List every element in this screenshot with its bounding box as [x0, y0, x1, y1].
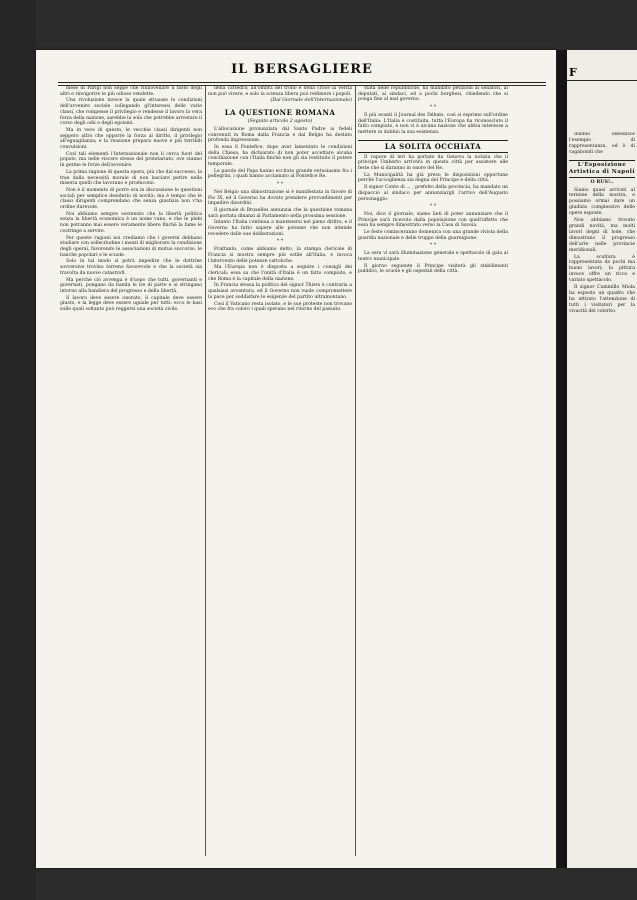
paragraph: Noi, dice il giornale, siamo lieti di poter annunziare che il Principe sarà ricevuto dalla popolazione con quell'affetto che essa ha sempre dimostrato verso la Casa di Savoia. [358, 211, 508, 229]
newspaper-page [36, 50, 556, 868]
section-separator: * * [276, 181, 284, 188]
paragraph: Il più avanti il Journal des Débats, così si esprime sull'ordine dell'Italia: L'Italia è costituita, tutta l'Europa ha riconosciuto il fatto compiuto, e non vi è alcuna nazione che abbia interesse a mettere in dubbio la sua esistenza. [358, 112, 508, 135]
section-separator: * * [429, 203, 437, 210]
section-heading-solita-occhiata: LA SOLITA OCCHIATA [358, 140, 508, 153]
section-heading-esposizione: L'Esposizione Artistica di Napoli [569, 160, 635, 178]
paragraph: In Francia stessa la politica del signor Thiers è contraria a qualsiasi avventura, ed il Governo non vuole compromettere la pace per soddisfare le esigenze del partito ultramontano. [208, 283, 352, 300]
paragraph: L'allocuzione pronunziata dal Santo Padre ai fedeli convenuti in Roma dalla Francia e dal Belgio ha destato profonda impressione. [208, 126, 352, 144]
paragraph: Noi abbiamo sempre sostenuto che la libertà politica senza la libertà economica è un nome vano, e che le plebi non potranno mai essere veramente libere finchè la fame le costringe a servire. [60, 211, 202, 234]
paragraph: Non è il momento di porre ora in discussione le questioni sociali per semplice desiderio di novità; ma è tempo che le classi dirigenti comprendano che senza giustizia non v'ha ordine durevole. [60, 187, 202, 211]
section-heading-questione-romana: LA QUESTIONE ROMANA [224, 108, 336, 118]
paragraph: La Municipalità ha già preso le disposizioni opportune perchè l'accoglienza sia degna del Principe e della città. [358, 172, 508, 184]
newspaper-title: IL BERSAGLIERE [231, 62, 373, 77]
paragraph: Una rivoluzione invece la quale attuasse le condizioni dell'avvenire sociale collegando gl'interessi delle varie classi, che rompesse il privilegio e rendesse il lavoro la vera forza della nazione, sarebbe la sola che potrebbe arrestare il corso degli odii e degli egoismi. [60, 98, 202, 127]
adjacent-page-edge [565, 50, 567, 868]
paragraph: La prima ragione di questa opera, più che dal successo, la trae dalla necessità morale di non lasciare perire nella miseria quelli che lavorano e producono. [60, 169, 202, 187]
paragraph: Ma in vece di questo, le vecchie classi dirigenti non seppero altro che opporre la forza al diritto, il privilegio all'eguaglianza; e la reazione prepara nuove e più terribili convulsioni. [60, 127, 202, 151]
adjacent-column [569, 132, 635, 862]
paragraph: Le feste cominceranno domenica con una grande rivista della guardia nazionale e delle truppe della guarnigione. [358, 230, 508, 241]
paragraph: Frattanto, come abbiamo detto, la stampa clericale di Francia si mostra sempre più ostile all'Italia, e invoca l'intervento delle potenze cattoliche. [208, 247, 352, 264]
paragraph: Il giorno seguente il Principe visiterà gli stabilimenti pubblici, le scuole e gli ospedali della città. [358, 263, 508, 275]
section-subtitle: (Seguito articolo 2 agosto) [247, 119, 313, 125]
column-1 [60, 86, 202, 856]
paragraph: mese di Parigi non seppe che rinnovellare il fasto degli altri e rinvigorire le più odiose vendette. [60, 86, 202, 97]
paragraph: Solo in tal modo si potrà impedire che le dottrine sovversive trovino terreno favorevole e che la società sia travolta da nuove catastrofi. [60, 259, 202, 276]
column-rule [205, 86, 206, 856]
section-separator: * * [429, 104, 437, 111]
paragraph: Il signor Conte di ... , prefetto della provincia, ha mandato un dispaccio al sindaco per annunziargli l'arrivo dell'Augusto personaggio. [358, 185, 508, 202]
paragraph: dubbio obbedisce l'esempio di rappresentanza, ed è di vagabondi che [569, 132, 635, 155]
binding-spine [557, 50, 565, 868]
masthead [58, 60, 546, 83]
paragraph: stata delle repubbliche, ha mandato petizioni ai senatori, ai deputati, ai sindaci, ed a pochi borghesi, chiedendo che si ponga fine al mal governo. [358, 86, 508, 103]
paragraph: Nel Belgio una dimostrazione si è manifestata in favore di Pio IX, ed il Governo ha dovuto prendere provvedimenti per impedire disordini. [208, 189, 352, 207]
paragraph: Così il Vaticano resta isolato, e le sue proteste non trovano eco che fra coloro i quali sperano nel ritorno del passato. [208, 301, 352, 313]
column-2 [208, 86, 352, 856]
column-3 [358, 86, 508, 856]
paragraph: Le parole del Papa hanno eccitato grande entusiasmo fra i pellegrini, i quali hanno acclamato al Pontefice Re. [208, 168, 352, 180]
paragraph: Il vapore di ieri ha portato da Genova la notizia che il principe Umberto arriverà in questa città per assistere alle feste che si daranno in onore del Re. [358, 154, 508, 172]
paragraph: Ma perchè ciò avvenga è d'uopo che tutti, governanti e governati, pongano da banda le ire di parte e si stringano intorno alla bandiera del progresso e della libertà. [60, 277, 202, 294]
scan-background-left [0, 0, 36, 900]
paragraph: Il lavoro deve essere onorato, il capitale deve essere giusto, e la legge deve essere uguale per tutti: ecco le basi sulle quali soltanto può reggersi una società civile. [60, 295, 202, 313]
section-separator: * * [429, 242, 437, 249]
section-subtitle: O RUS!.. [590, 178, 614, 185]
paragraph: La scultura è rappresentata da pochi ma buoni lavori; la pittura invece offre un ricco e variato spettacolo. [569, 254, 635, 284]
paragraph: Il signor Cammillo Miola ha esposto un quadro che ha attirato l'attenzione di tutti i visitatori per la vivacità del colorito. [569, 285, 635, 314]
section-separator: * * [276, 238, 284, 245]
paragraph: La sera vi sarà illuminazione generale e spettacolo di gala al teatro municipale. [358, 251, 508, 262]
paragraph: Siamo quasi arrivati al termine della mostra, e possiamo ormai dare un giudizio complessivo delle opere esposte. [569, 187, 635, 217]
paragraph: Non abbiamo trovato grandi novità, ma molti lavori degni di lode, che dimostrano il progresso dell'arte nelle provincie meridionali. [569, 218, 635, 253]
paragraph: In essa il Pontefice, dopo aver lamentato le condizioni della Chiesa, ha dichiarato di non poter accettare alcuna conciliazione con l'Italia finchè non gli sia restituito il potere temporale. [208, 144, 352, 168]
adjacent-masthead-letter: F [569, 66, 577, 79]
paragraph: Ma l'Europa non è disposta a seguire i consigli dei clericali; essa sa che l'unità d'Italia è un fatto compiuto, e che Roma è la capitale della nazione. [208, 265, 352, 282]
paragraph: Intanto l'Italia continua a mantenersi nel pieno diritto, e il Governo ha fatto sapere alle potenze che non intende recedere dalle sue deliberazioni. [208, 220, 352, 237]
source-signature: (Dal Giornale dell'Internazionale) [270, 98, 352, 104]
paragraph: Per queste ragioni noi crediamo che i governi debbano studiare con sollecitudine i mezzi di migliorare la condizione degli operai, favorendo le associazioni di mutuo soccorso, le banche popolari e le scuole. [60, 235, 202, 258]
column-rule [355, 86, 356, 856]
paragraph: Così tali elementi l'Internazionale non li cerca fuori del popolo, ma nelle viscere stesse del proletariato, ove stanno in germe le forze dell'avvenire. [60, 151, 202, 169]
adjacent-masthead [567, 66, 637, 81]
adjacent-page [565, 50, 637, 868]
paragraph: Il giornale di Bruxelles annunzia che la questione romana sarà portata dinanzi al Parlamento nella prossima sessione. [208, 207, 352, 219]
paragraph: della cattedra; all'ombra del trono e della croce la verità non può vivere, e solo la scienza libera può redimere i popoli. [208, 86, 352, 97]
